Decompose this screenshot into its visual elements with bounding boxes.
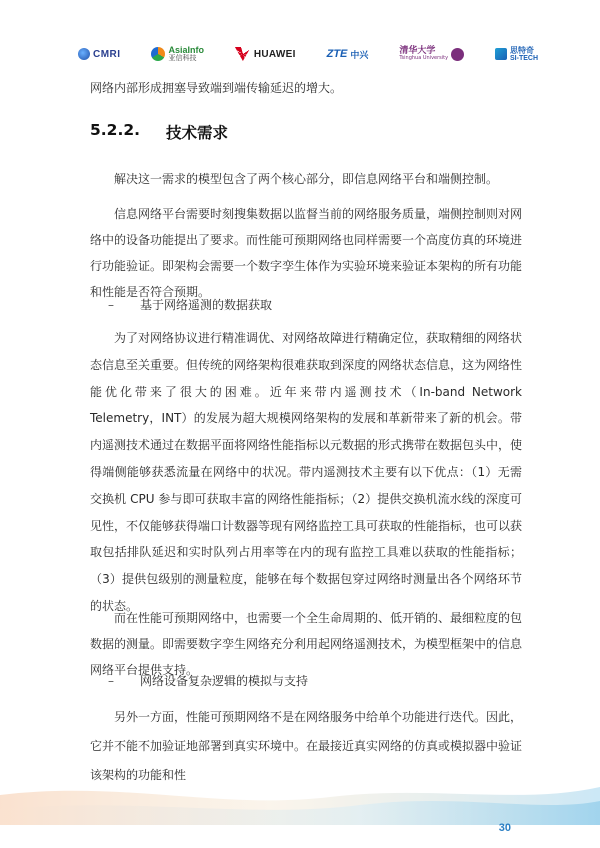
sitech-mark-icon <box>495 48 507 60</box>
tsinghua-logo-cn: 清华大学 <box>399 46 436 56</box>
huawei-logo-text: HUAWEI <box>253 48 296 60</box>
bullet-telemetry-label: 基于网络遥测的数据获取 <box>140 298 273 312</box>
tsinghua-seal-icon <box>451 48 464 61</box>
cmri-logo-text: CMRI <box>93 48 121 60</box>
sitech-logo-cn: 思特奇 <box>510 45 534 55</box>
bullet-device-logic <box>108 672 308 690</box>
section-heading <box>90 121 228 143</box>
bullet-dash: – <box>108 674 114 688</box>
decorative-wave-footer <box>0 775 600 825</box>
page-number: 30 <box>498 822 511 834</box>
asiainfo-swirl-icon <box>151 47 165 61</box>
continued-paragraph: 网络内部形成拥塞导致端到端传输延迟的增大。 <box>90 81 343 95</box>
tsinghua-logo-en: Tsinghua University <box>399 55 449 61</box>
huawei-logo <box>235 47 296 61</box>
partner-logos-header <box>78 40 538 68</box>
section-number: 5.2.2. <box>90 121 141 139</box>
asiainfo-logo-en: AsiaInfo <box>168 45 204 55</box>
bullet-telemetry <box>108 296 272 314</box>
zte-logo <box>327 48 369 61</box>
sitech-logo-en: SI-TECH <box>510 54 538 62</box>
huawei-petal-icon <box>235 47 251 61</box>
cmri-globe-icon <box>78 48 90 60</box>
paragraph-telemetry: 为了对网络协议进行精准调优、对网络故障进行精确定位，获取精细的网络状态信息至关重要。但传统的网络架构很难获取到深度的网络状态信息，这为网络性能优化带来了很大的困难。近年来带内遥测技术（In-band Network Telemetry，INT）的发展为超大规模网络架构的发展和革新带来了新的机会。带内遥测技术通过在数据平面将网络性能指标以元数据的形式携带在数据包头中，使得端侧能够获悉流量在网络中的状况。带内遥测技术主要有以下优点：（1）无需交换机 CPU 参与即可获取丰富的网络性能指标；（2）提供交换机流水线的深度可见性，不仅能够获得端口计数器等现有网络监控工具可获取的性能指标，也可以获取包括排队延迟和实时队列占用率等在内的现有监控工具难以获取的性能指标；（3）提供包级别的测量粒度，能够在每个数据包穿过网络时测量出各个网络环节的状态。 <box>90 331 523 613</box>
paragraph-intro: 解决这一需求的模型包含了两个核心部分，即信息网络平台和端侧控制。 <box>114 172 499 186</box>
bullet-dash: – <box>108 298 114 312</box>
paragraph-lifecycle: 而在性能可预期网络中，也需要一个全生命周期的、低开销的、最细粒度的包数据的测量。即需要数字孪生网络充分利用起网络遥测技术，为模型框架中的信息网络平台提供支持。 <box>90 611 523 677</box>
asiainfo-logo-cn: 亚信科技 <box>168 54 197 62</box>
asiainfo-logo <box>151 46 204 62</box>
paragraph-verification: 另外一方面，性能可预期网络不是在网络服务中给单个功能进行迭代。因此，它并不能不加验证地部署到真实环境中。在最接近真实网络的仿真或模拟器中验证该架构的功能和性 <box>90 710 523 782</box>
paragraph-platform: 信息网络平台需要时刻搜集数据以监督当前的网络服务质量，端侧控制则对网络中的设备功能提出了要求。而性能可预期网络也同样需要一个高度仿真的环境进行功能验证。即架构会需要一个数字孪生体作为实验环境来验证本架构的所有功能和性能是否符合预期。 <box>90 207 523 299</box>
sitech-logo <box>495 47 538 62</box>
tsinghua-logo <box>399 47 464 61</box>
cmri-logo <box>78 48 121 60</box>
zte-logo-en: ZTE <box>326 48 348 60</box>
bullet-device-logic-label: 网络设备复杂逻辑的模拟与支持 <box>140 674 309 688</box>
section-title: 技术需求 <box>166 124 229 142</box>
zte-logo-cn: 中兴 <box>350 50 369 61</box>
